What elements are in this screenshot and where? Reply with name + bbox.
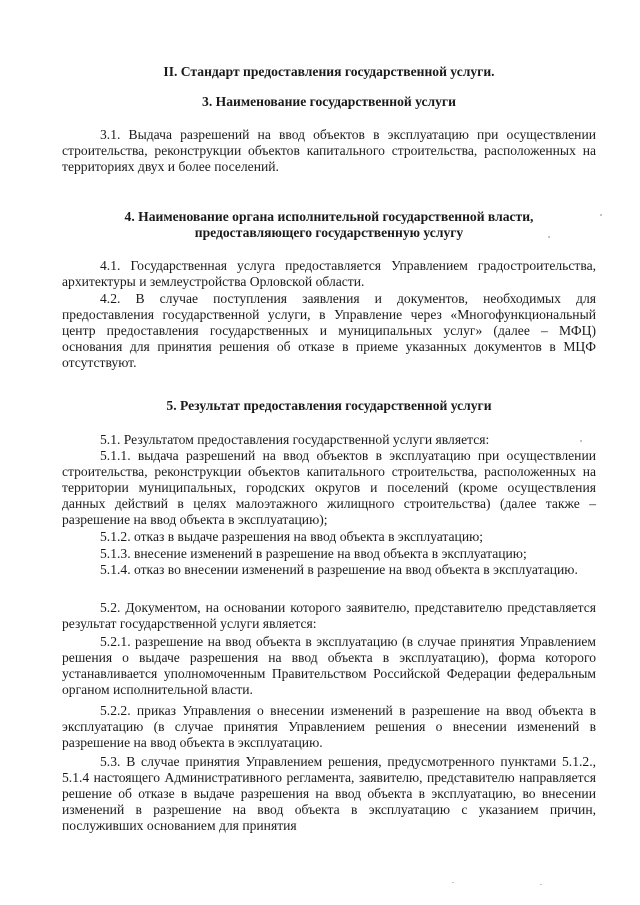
paragraph-4-2: 4.2. В случае поступления заявления и документов, необходимых для предоставления государственной услуги, в Управление через «Многофункциональный центр предоставления государственных и муниципальных услуг» (далее – МФЦ) основания для принятия решения об отказе в приеме указанных документов в МЦФ отсутствуют. (62, 291, 596, 371)
scan-speck (548, 236, 550, 238)
section-4-title-line2: предоставляющего государственную услугу (194, 225, 464, 240)
scan-speck (600, 214, 602, 216)
section-5-title: 5. Результат предоставления государственной услуги (166, 398, 492, 413)
scan-speck (580, 440, 582, 442)
section-title: II. Стандарт предоставления государственной услуги. (163, 64, 495, 79)
paragraph-4-1: 4.1. Государственная услуга предоставляется Управлением градостроительства, архитектуры и землеустройства Орловской области. (62, 258, 596, 290)
paragraph-5-1-2: 5.1.2. отказ в выдаче разрешения на ввод объекта в эксплуатацию; (100, 529, 484, 544)
section-3-title: 3. Наименование государственной услуги (202, 94, 456, 109)
paragraph-5-1-1: 5.1.1. выдача разрешений на ввод объектов в эксплуатацию при осуществлении строительства, реконструкции объектов капитального строительства, расположенных на территории муниципальных, городских округов и поселений (кроме осуществления данных действий в целях малоэтажного жилищного строительства) (далее также – разрешение на ввод объекта в эксплуатацию); (62, 448, 596, 528)
paragraph-5-3: 5.3. В случае принятия Управлением решения, предусмотренного пунктами 5.1.2., 5.1.4 настоящего Административного регламента, заявителю, представителю направляется решение об отказе в выдаче разрешения на ввод объекта в эксплуатацию, во внесении изменений в разрешение на ввод объекта в эксплуатацию с указанием причин, послуживших основанием для принятия (62, 754, 596, 834)
paragraph-5-1-3: 5.1.3. внесение изменений в разрешение на ввод объекта в эксплуатацию; (100, 546, 527, 561)
scan-speck (452, 882, 454, 883)
paragraph-3-1: 3.1. Выдача разрешений на ввод объектов в эксплуатацию при осуществлении строительства, реконструкции объектов капитального строительства, расположенных на территориях двух и более поселений. (62, 127, 596, 175)
section-4-title-line1: 4. Наименование органа исполнительной государственной власти, (124, 209, 534, 224)
paragraph-5-1-4: 5.1.4. отказ во внесении изменений в разрешение на ввод объекта в эксплуатацию. (100, 562, 578, 577)
scan-speck (540, 884, 542, 885)
paragraph-5-1: 5.1. Результатом предоставления государственной услуги является: (100, 432, 490, 447)
paragraph-5-2-2: 5.2.2. приказ Управления о внесении изменений в разрешение на ввод объекта в эксплуатацию (в случае принятия Управлением решения о внесении изменений в разрешение на ввод объекта в эксплуатацию. (62, 703, 596, 751)
paragraph-5-2-1: 5.2.1. разрешение на ввод объекта в эксплуатацию (в случае принятия Управлением решения о выдаче разрешения на ввод объекта в эксплуатацию), форма которого устанавливается уполномоченным Правительством Российской Федерации федеральным органом исполнительной власти. (62, 634, 596, 698)
paragraph-5-2: 5.2. Документом, на основании которого заявителю, представителю представляется результат государственной услуги является: (62, 600, 596, 632)
